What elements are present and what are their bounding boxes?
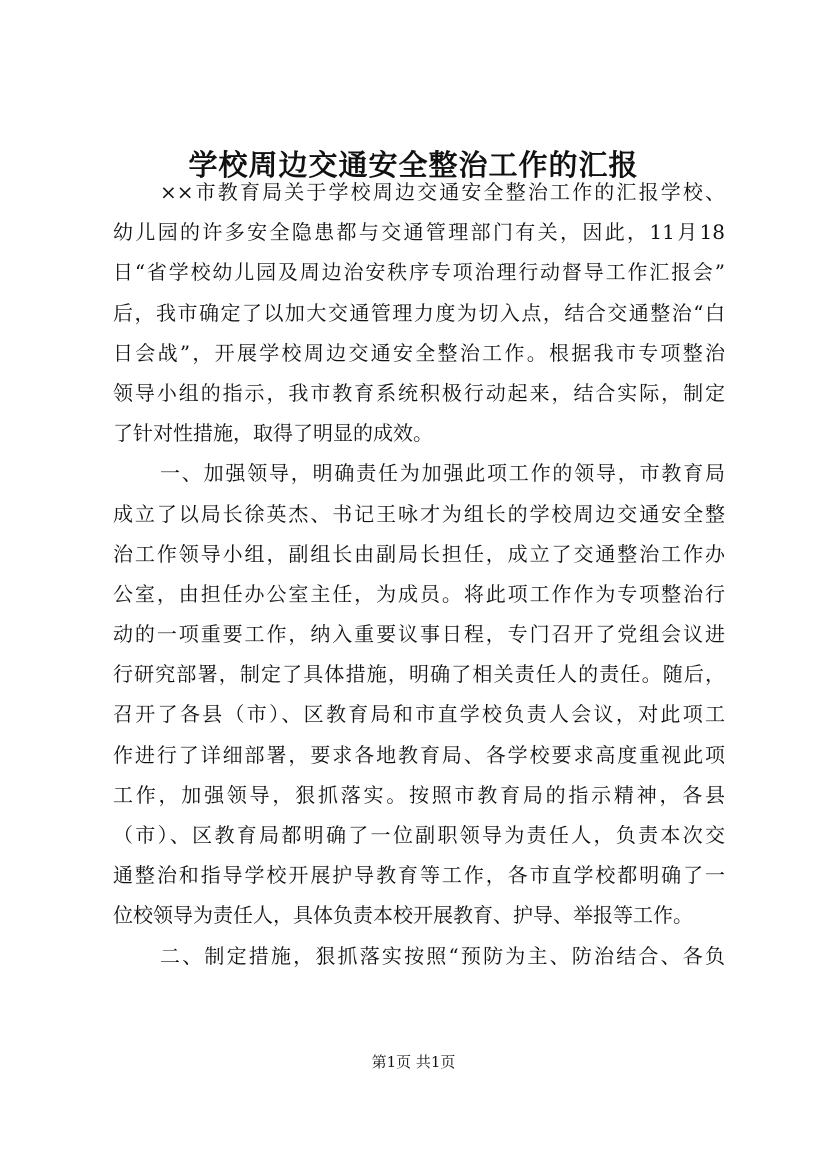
paragraph-line: 行研究部署，制定了具体措施，明确了相关责任人的责任。随后， [113, 662, 725, 687]
paragraph-line: 幼儿园的许多安全隐患都与交通管理部门有关，因此，11月18 [113, 220, 725, 245]
paragraph-line: 日会战”，开展学校周边交通安全整治工作。根据我市专项整治 [113, 340, 725, 365]
paragraph-line: 了针对性措施，取得了明显的成效。 [113, 421, 433, 446]
paragraph-line: （市）、区教育局都明确了一位副职领导为责任人，负责本次交 [113, 823, 725, 847]
paragraph-line: 日“省学校幼儿园及周边治安秩序专项治理行动督导工作汇报会” [113, 260, 725, 285]
paragraph-line: 成立了以局长徐英杰、书记王咏才为组长的学校周边交通安全整 [113, 501, 725, 526]
paragraph-line: 治工作领导小组，副组长由副局长担任，成立了交通整治工作办 [113, 541, 725, 566]
paragraph-line: 后，我市确定了以加大交通管理力度为切入点，结合交通整治“白 [113, 300, 725, 325]
paragraph-line: 领导小组的指示，我市教育系统积极行动起来，结合实际，制定 [113, 380, 725, 405]
paragraph-line: 二、制定措施，狠抓落实按照“预防为主、防治结合、各负 [160, 943, 725, 968]
document-title: 学校周边交通安全整治工作的汇报 [188, 148, 639, 182]
paragraph-line: 位校领导为责任人，具体负责本校开展教育、护导、举报等工作。 [113, 903, 693, 928]
paragraph-line: 作进行了详细部署，要求各地教育局、各学校要求高度重视此项 [113, 742, 725, 767]
paragraph-line: ××市教育局关于学校周边交通安全整治工作的汇报学校、 [160, 180, 725, 204]
paragraph-line: 动的一项重要工作，纳入重要议事日程，专门召开了党组会议进 [113, 622, 725, 647]
paragraph-line: 工作，加强领导，狠抓落实。按照市教育局的指示精神，各县 [113, 782, 725, 807]
paragraph-line: 一、加强领导，明确责任为加强此项工作的领导，市教育局 [160, 461, 725, 486]
paragraph-line: 公室，由担任办公室主任，为成员。将此项工作作为专项整治行 [113, 581, 725, 606]
paragraph-line: 召开了各县（市）、区教育局和市直学校负责人会议，对此项工 [113, 702, 725, 727]
document-body [113, 172, 725, 976]
page-footer: 第1页 共1页 [371, 1053, 456, 1071]
paragraph-line: 通整治和指导学校开展护导教育等工作，各市直学校都明确了一 [113, 863, 725, 888]
